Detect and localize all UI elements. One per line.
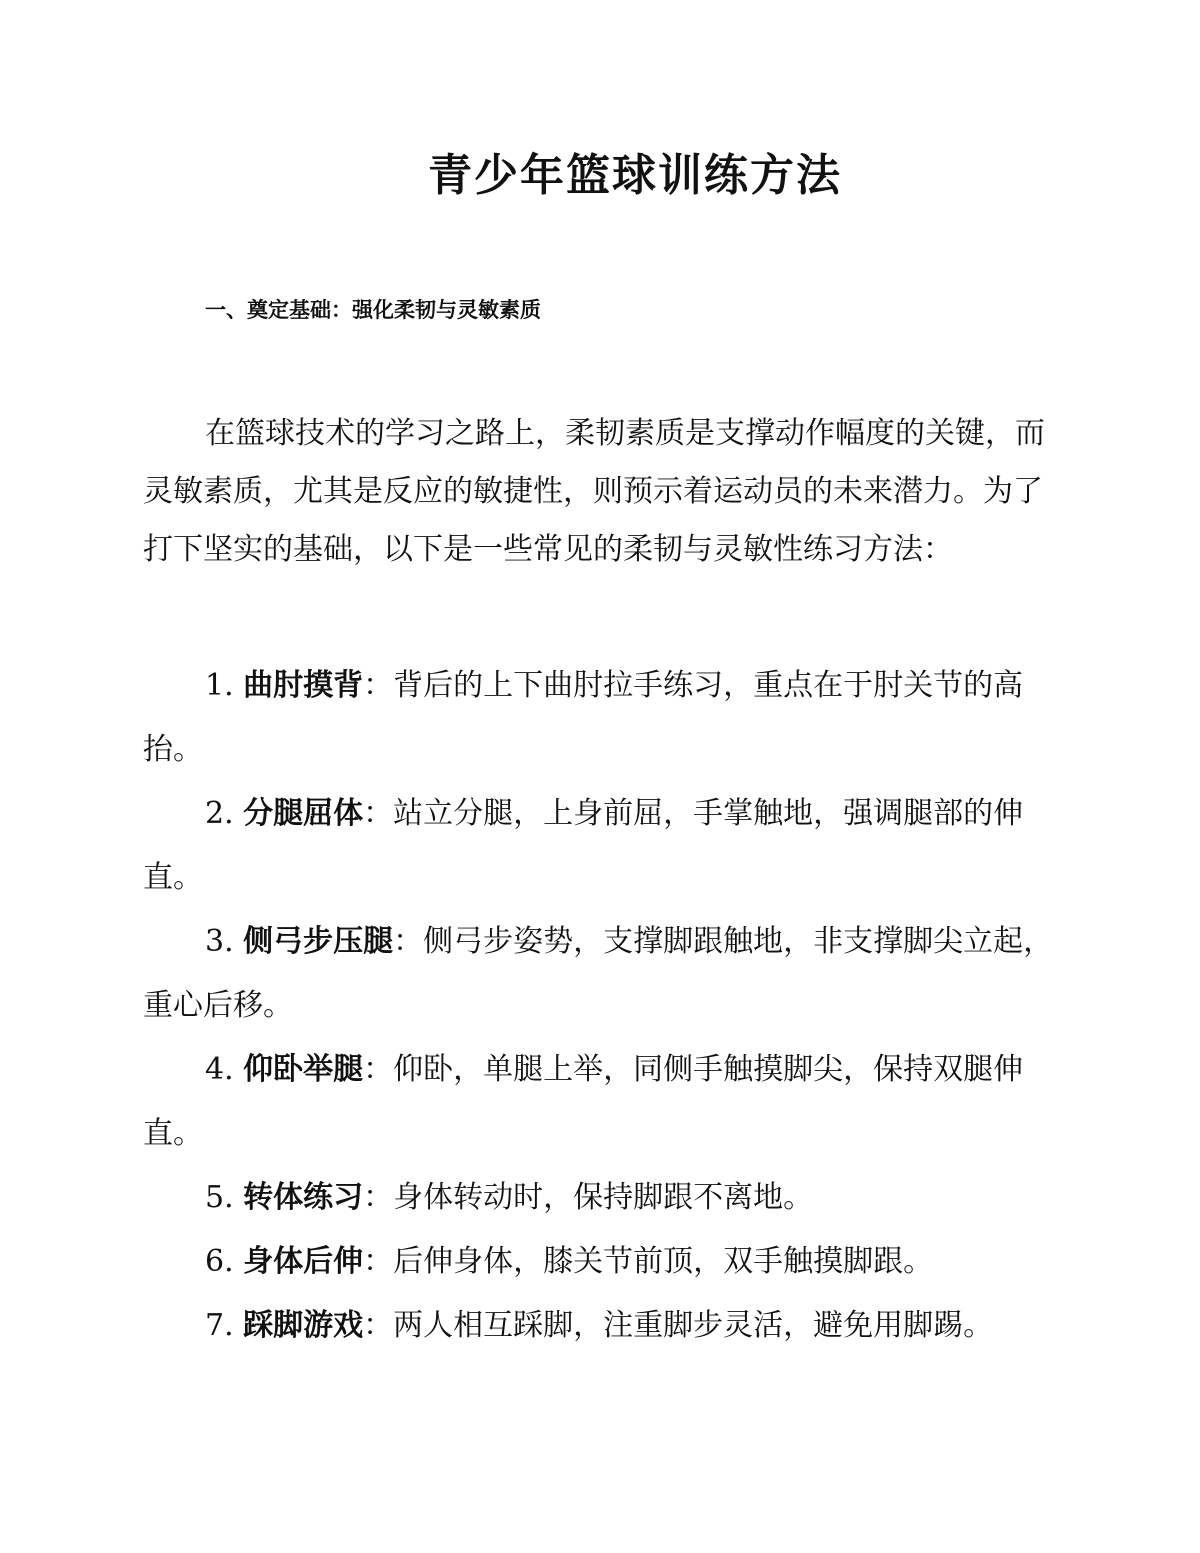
exercise-description: ：后伸身体，膝关节前顶，双手触摸脚跟。 — [363, 1244, 934, 1279]
exercise-item — [143, 654, 1063, 782]
exercise-description: ：站立分腿，上身前屈，手掌触地，强调腿部的伸直。 — [143, 796, 1024, 895]
exercise-number: 4. — [205, 1052, 244, 1087]
exercise-description: ：侧弓步姿势，支撑脚跟触地，非支撑脚尖立起，重心后移。 — [143, 924, 1054, 1023]
exercise-term: 分腿屈体 — [243, 796, 364, 831]
exercise-number: 6. — [205, 1244, 244, 1279]
exercise-item — [143, 782, 1063, 910]
exercise-number: 5. — [205, 1180, 244, 1215]
exercise-term: 仰卧举腿 — [243, 1052, 364, 1087]
exercise-item — [143, 1230, 1063, 1294]
exercise-term: 转体练习 — [243, 1180, 364, 1215]
exercise-number: 2. — [205, 796, 244, 831]
exercise-number: 7. — [205, 1308, 244, 1343]
intro-paragraph: 在篮球技术的学习之路上，柔韧素质是支撑动作幅度的关键，而灵敏素质，尤其是反应的敏捷性，则预示着运动员的未来潜力。为了打下坚实的基础，以下是一些常见的柔韧与灵敏性练习方法： — [143, 416, 1045, 567]
exercise-item — [143, 1294, 1063, 1358]
document-title: 青少年篮球训练方法 — [428, 150, 842, 201]
exercise-number: 3. — [205, 924, 244, 959]
exercise-item — [143, 1038, 1063, 1166]
exercise-description: ：背后的上下曲肘拉手练习，重点在于肘关节的高抬。 — [143, 668, 1024, 767]
exercise-number: 1. — [205, 668, 244, 703]
exercise-term: 身体后伸 — [243, 1244, 364, 1279]
exercise-description: ：两人相互踩脚，注重脚步灵活，避免用脚踢。 — [363, 1308, 994, 1343]
exercise-description: ：仰卧，单腿上举，同侧手触摸脚尖，保持双腿伸直。 — [143, 1052, 1024, 1151]
exercise-term: 侧弓步压腿 — [243, 924, 394, 959]
exercise-description: ：身体转动时，保持脚跟不离地。 — [363, 1180, 814, 1215]
section-heading: 一、奠定基础：强化柔韧与灵敏素质 — [205, 298, 541, 322]
exercise-term: 曲肘摸背 — [243, 668, 364, 703]
exercise-term: 踩脚游戏 — [243, 1308, 364, 1343]
exercise-item — [143, 1166, 1063, 1230]
exercise-list — [143, 654, 1063, 1358]
exercise-item — [143, 910, 1063, 1038]
